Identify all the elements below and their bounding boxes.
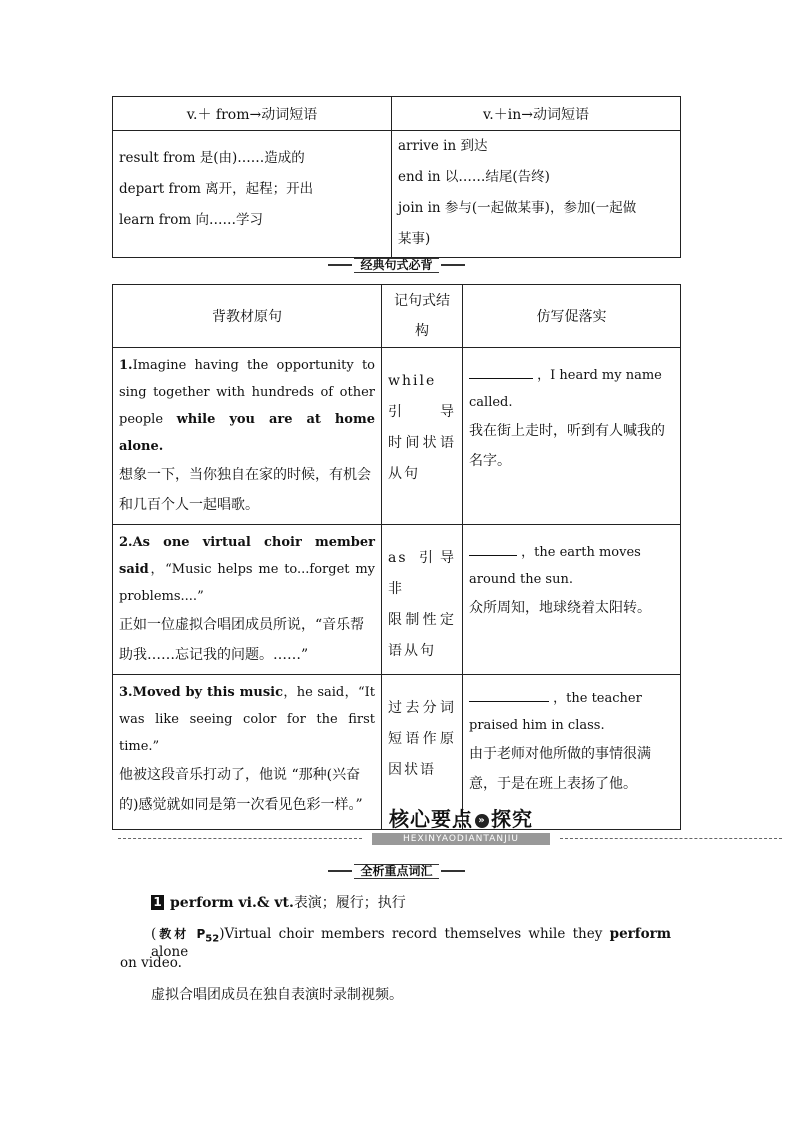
phrase-item: result from 是(由)……造成的	[119, 150, 305, 166]
original-sentence-cell: 1.Imagine having the opportunity to sing together with hundreds of other people while you are at home alone. 想象一下，当你独自在家的时候，有机会和几百个人一起唱歌。	[113, 348, 382, 525]
answer-blank[interactable]	[469, 543, 517, 556]
header-structure: 记句式结 构	[382, 285, 463, 348]
phrase-header-in: v.＋in→动词短语	[392, 97, 681, 131]
textbook-source: 教材 $P_{52}$	[156, 927, 220, 945]
phrase-item: learn from 向……学习	[119, 212, 263, 228]
original-sentence-cell: 3.Moved by this music，he said，“It was like seeing color for the first time.” 他被这段音乐打动了，他说 “那种(兴奋的)感觉就如同是第一次看见色彩一样。”	[113, 675, 382, 830]
structure-cell: as 引导非 限制性定 语从句	[382, 525, 463, 675]
banner-label: 全析重点词汇	[354, 864, 438, 879]
phrase-header-from: v.＋ from→动词短语	[113, 97, 392, 131]
answer-blank[interactable]	[469, 366, 533, 379]
item-number-badge: 1	[151, 895, 164, 910]
section-header-core	[118, 805, 782, 847]
vocab-headword-line	[151, 892, 406, 912]
imitation-cell: ，I heard my name called. 我在街上走时，听到有人喊我的名字。	[463, 348, 681, 525]
phrase-item: arrive in 到达	[398, 138, 488, 154]
structure-cell: while 引导 时间状语 从句	[382, 348, 463, 525]
header-imitation: 仿写促落实	[463, 285, 681, 348]
in-phrases-cell	[392, 131, 681, 258]
answer-blank[interactable]	[469, 689, 549, 702]
table-row	[113, 525, 681, 675]
double-chevron-icon: »	[475, 814, 489, 828]
vocab-translation: 虚拟合唱团成员在独自表演时录制视频。	[151, 987, 403, 1003]
section-title: 核心要点 » 探究	[389, 807, 533, 831]
imitation-cell: ，the earth moves around the sun. 众所周知，地球绕着太阳转。	[463, 525, 681, 675]
section-banner-sentences	[112, 258, 681, 272]
phrase-item: 某事)	[398, 231, 431, 247]
vocab-example-line: (教材 $P_{52})Virtual$ choir members record themselves while they perform alone	[151, 926, 672, 961]
original-sentence-cell: 2.As one virtual choir member said，“Music helps me to...forget my problems....” 正如一位虚拟合唱团成员所说，“音乐帮助我……忘记我的问题。……”	[113, 525, 382, 675]
vocab-headword: perform vi.& vt.	[170, 895, 294, 911]
phrase-table	[112, 96, 681, 258]
table-row	[113, 348, 681, 525]
sentence-table	[112, 284, 681, 830]
imitation-cell: ，the teacher praised him in class. 由于老师对他所做的事情很满意，于是在班上表扬了他。	[463, 675, 681, 830]
from-phrases-cell	[113, 131, 392, 258]
phrase-item: end in 以……结尾(告终)	[398, 169, 550, 185]
section-subtitle: HEXINYAODIANTANJIU	[372, 833, 550, 845]
header-original: 背教材原句	[113, 285, 382, 348]
structure-cell: 过去分词 短语作原 因状语	[382, 675, 463, 830]
phrase-item: join in 参与(一起做某事)，参加(一起做	[398, 200, 637, 216]
vocab-meaning: 表演；履行；执行	[293, 895, 406, 911]
section-banner-vocab	[112, 864, 681, 878]
vocab-example-continued: on video.	[120, 955, 182, 971]
phrase-item: depart from 离开，起程；开出	[119, 181, 314, 197]
banner-label: 经典句式必背	[354, 258, 438, 273]
